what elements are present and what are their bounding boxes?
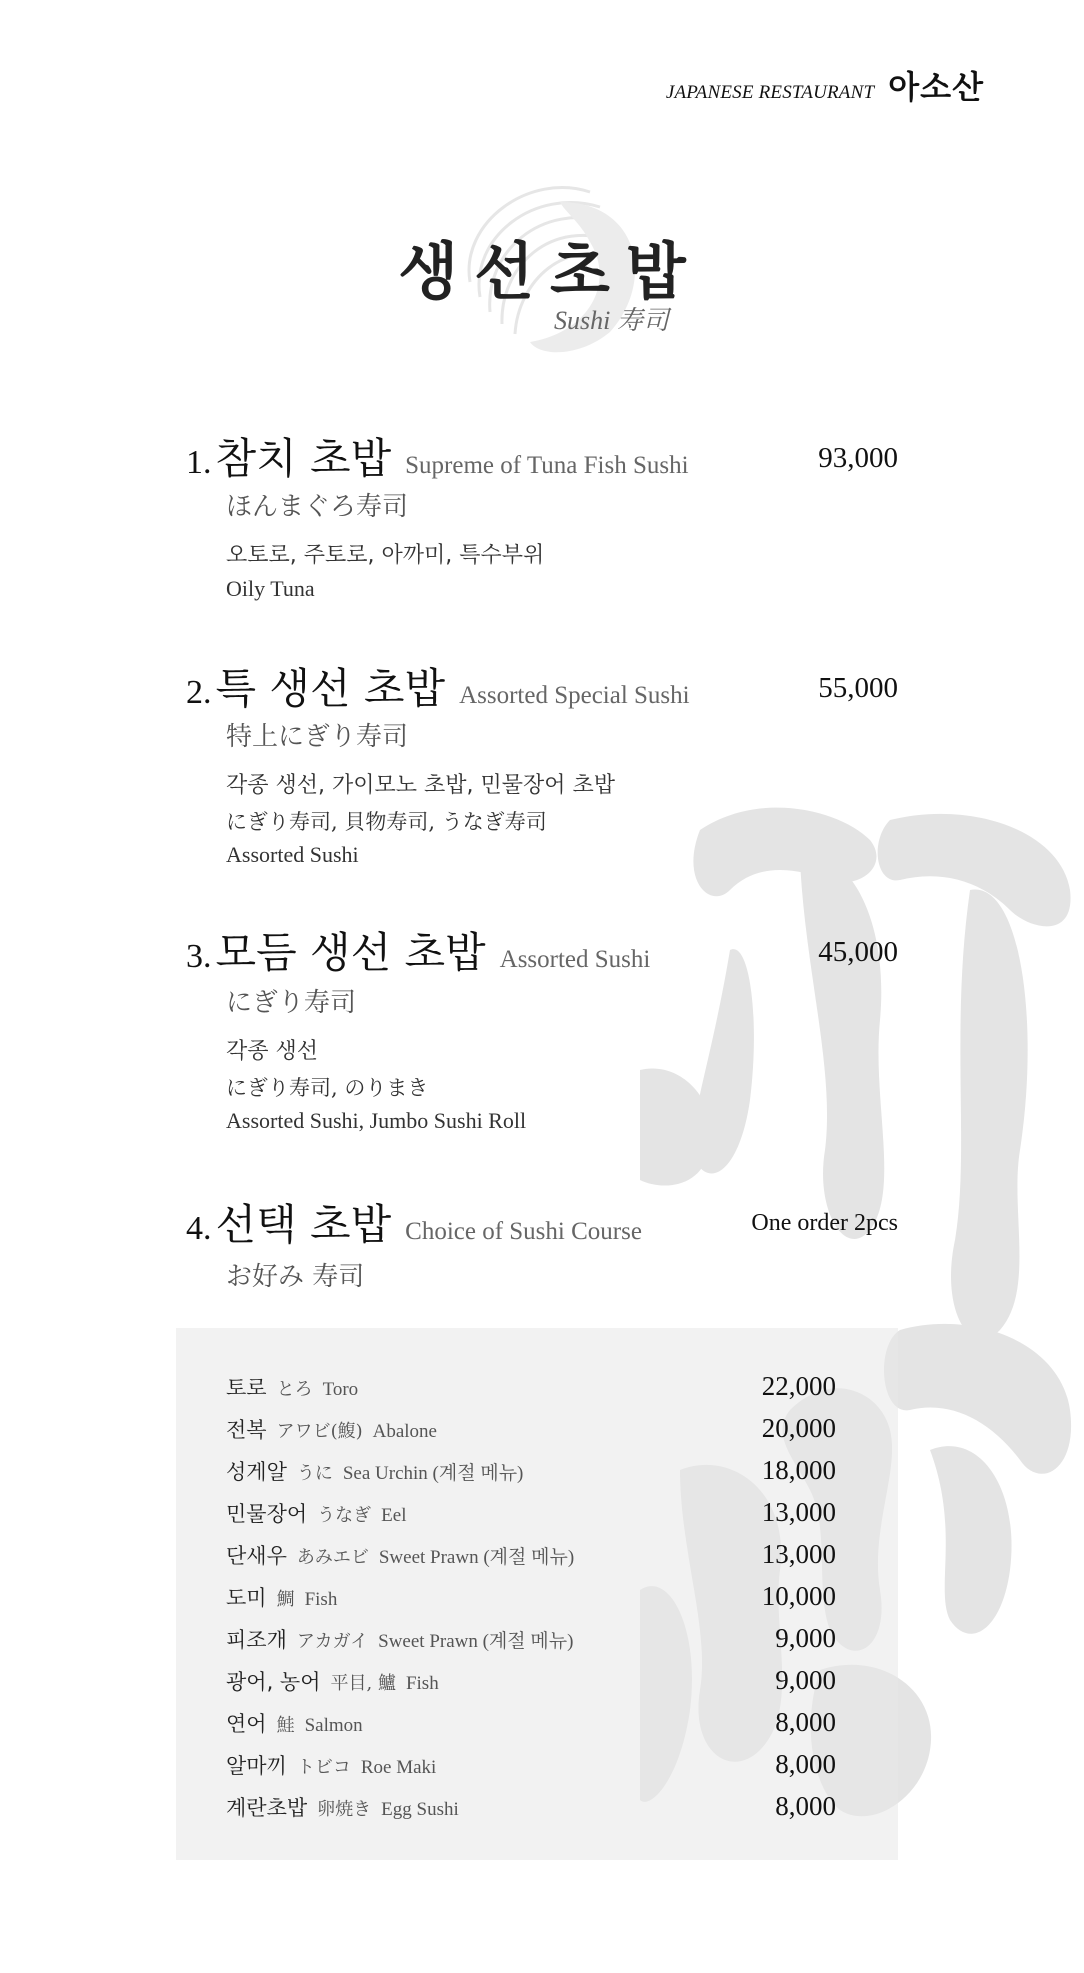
choice-row: [226, 1749, 836, 1785]
brand-english: JAPANESE RESTAURANT: [665, 82, 875, 103]
choice-name-english: Fish: [304, 1589, 338, 1610]
brand-header: [666, 62, 984, 108]
choice-price: 8,000: [775, 1707, 836, 1737]
choice-name-japanese: 平目, 鱸: [330, 1673, 396, 1694]
choice-price: 9,000: [775, 1665, 836, 1695]
choice-price: 9,000: [775, 1623, 836, 1653]
item-description: 오토로, 주토로, 아까미, 특수부위: [226, 543, 545, 568]
choice-name-english: Sweet Prawn (계절 메뉴): [378, 1631, 574, 1652]
item-price-note: One order 2pcs: [751, 1210, 898, 1236]
item-number: 4.: [186, 1210, 212, 1247]
choice-row: [226, 1665, 836, 1701]
choice-name-korean: 광어, 농어: [226, 1670, 321, 1694]
choice-name-english: Fish: [405, 1673, 439, 1694]
choice-name-korean: 토로: [226, 1376, 267, 1400]
choice-name-english: Salmon: [304, 1715, 363, 1736]
choice-name-korean: 계란초밥: [226, 1796, 308, 1820]
page-subtitle: Sushi 寿司: [554, 306, 669, 335]
choice-name-english: Eel: [381, 1505, 407, 1526]
choice-name-japanese: とろ: [276, 1379, 313, 1400]
page-title: 생선초밥: [398, 235, 702, 308]
item-name-japanese: にぎり寿司: [226, 988, 357, 1018]
choice-name-japanese: アカガイ: [296, 1631, 369, 1652]
choice-price: 10,000: [761, 1581, 836, 1611]
choice-name-english: Roe Maki: [360, 1757, 437, 1778]
menu-item-4: [186, 1192, 642, 1252]
choice-name-english: Abalone: [372, 1421, 437, 1442]
choice-price: 8,000: [775, 1749, 836, 1779]
choice-row: [226, 1539, 836, 1575]
item-number: 2.: [186, 674, 212, 711]
item-number: 3.: [186, 938, 212, 975]
item-price: 93,000: [818, 442, 898, 474]
item-description-english: Oily Tuna: [226, 576, 315, 601]
choice-row: [226, 1707, 836, 1743]
choice-name-korean: 도미: [226, 1586, 267, 1610]
item-description-japanese: にぎり寿司, 貝物寿司, うなぎ寿司: [226, 810, 547, 834]
choice-price: 22,000: [761, 1371, 836, 1401]
choice-row: [226, 1623, 836, 1659]
choice-name-korean: 단새우: [226, 1544, 287, 1568]
choice-row: [226, 1497, 836, 1533]
choice-name-japanese: あみエビ: [296, 1547, 369, 1568]
menu-item-1: [186, 426, 689, 486]
choice-name-korean: 전복: [226, 1418, 267, 1442]
choice-name-korean: 피조개: [226, 1628, 287, 1652]
choice-name-english: Toro: [322, 1379, 359, 1400]
choice-price: 20,000: [761, 1413, 836, 1443]
brand-logo-korean: 아소산: [888, 68, 984, 106]
choice-name-japanese: 卵焼き: [317, 1799, 372, 1820]
item-name-english: Assorted Sushi: [499, 946, 651, 973]
choice-row: [226, 1581, 836, 1617]
choice-row: [226, 1791, 836, 1827]
item-description: 각종 생선: [226, 1039, 319, 1064]
choice-name-korean: 연어: [226, 1712, 267, 1736]
choice-name-korean: 성게알: [226, 1460, 287, 1484]
choice-price: 18,000: [761, 1455, 836, 1485]
item-description-japanese: にぎり寿司, のりまき: [226, 1076, 429, 1100]
choice-name-japanese: 鯛: [276, 1589, 295, 1610]
item-description: 각종 생선, 가이모노 초밥, 민물장어 초밥: [226, 773, 615, 798]
choice-row: [226, 1371, 836, 1407]
item-name-korean: 선택 초밥: [215, 1200, 392, 1249]
choice-name-japanese: うなぎ: [317, 1505, 372, 1526]
choice-name-korean: 민물장어: [226, 1502, 308, 1526]
choice-name-japanese: トビコ: [296, 1757, 351, 1778]
item-price: 55,000: [818, 672, 898, 704]
choice-name-japanese: アワビ(鰒): [276, 1421, 363, 1442]
item-description-english: Assorted Sushi, Jumbo Sushi Roll: [226, 1108, 527, 1133]
choice-row: [226, 1413, 836, 1449]
item-name-korean: 특 생선 초밥: [215, 664, 446, 713]
choice-name-japanese: うに: [296, 1463, 333, 1484]
choice-price: 8,000: [775, 1791, 836, 1821]
item-name-japanese: ほんまぐろ寿司: [226, 492, 409, 522]
item-number: 1.: [186, 444, 212, 481]
item-name-english: Choice of Sushi Course: [405, 1218, 642, 1245]
item-description-english: Assorted Sushi: [226, 842, 359, 867]
choice-name-english: Sweet Prawn (계절 메뉴): [378, 1547, 575, 1568]
item-name-korean: 참치 초밥: [215, 434, 392, 483]
menu-item-3: [186, 920, 650, 980]
item-name-korean: 모듬 생선 초밥: [215, 928, 486, 977]
choice-name-english: Egg Sushi: [381, 1799, 459, 1820]
menu-item-2: [186, 656, 690, 716]
choice-name-korean: 알마끼: [226, 1754, 287, 1778]
choice-name-english: Sea Urchin (계절 메뉴): [342, 1463, 524, 1484]
item-name-english: Supreme of Tuna Fish Sushi: [405, 452, 689, 479]
item-name-japanese: お好み 寿司: [226, 1262, 365, 1292]
item-price: 45,000: [818, 936, 898, 968]
item-name-english: Assorted Special Sushi: [459, 682, 690, 709]
choice-row: [226, 1455, 836, 1491]
choice-price: 13,000: [761, 1539, 836, 1569]
choice-price: 13,000: [761, 1497, 836, 1527]
item-name-japanese: 特上にぎり寿司: [226, 722, 409, 752]
choice-name-japanese: 鮭: [276, 1715, 295, 1736]
